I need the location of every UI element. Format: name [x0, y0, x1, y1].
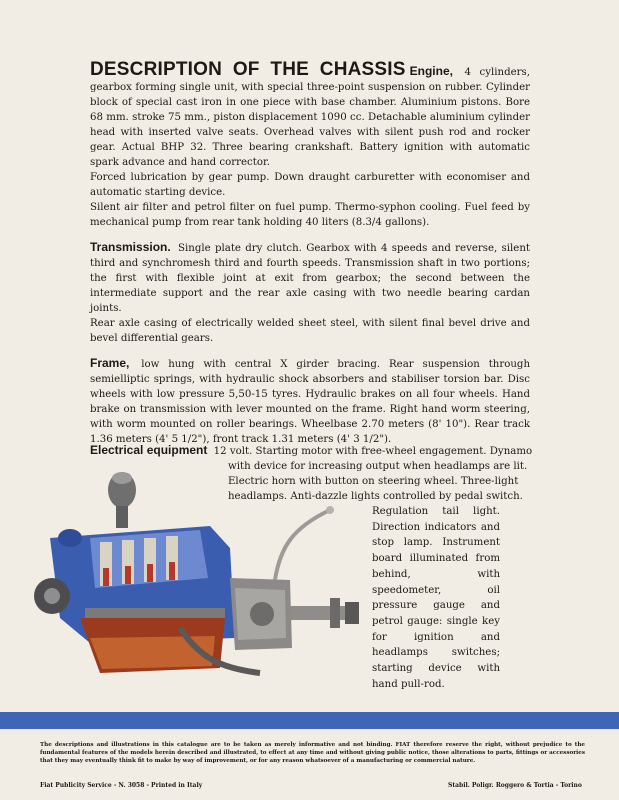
electrical-line-1: 12 volt. Starting motor with free-wheel engagement. Dynamo: [213, 446, 533, 457]
engine-lead: Engine,: [409, 64, 453, 78]
transmission-text-1: Single plate dry clutch. Gearbox with 4 speeds and reverse, silent third and synchromesh third and fourth speeds. Transmission shaft in two portions; the first with flexible joint at exit from gearbox; the second between the intermediate support and the rear axle casing with two needle bearing cardan joints.: [90, 243, 530, 314]
page-heading: DESCRIPTION OF THE CHASSIS: [90, 59, 406, 80]
engine-text-2: Forced lubrication by gear pump. Down draught carburetter with economiser and automatic starting device.: [90, 172, 530, 198]
electrical-line-3: Electric horn with button on steering wheel. Three-light: [228, 476, 519, 487]
electrical-line-4: headlamps. Anti-dazzle lights controlled by pedal switch.: [228, 491, 523, 502]
blue-band: [0, 712, 619, 729]
frame-lead: Frame,: [90, 356, 130, 370]
engine-text-1: 4 cylinders, gearbox forming single unit, with special three-point suspension on rubber. Cylinder block of special cast iron in one piece with base chamber. Aluminium pistons. Bore 68 mm. stroke 75 mm., piston displacement 1090 cc. Detachable aluminium cylinder head with inserted valve seats. Overhead valves with silent push rod and rocker gear. Actual BHP 32. Three bearing crankshaft. Battery ignition with automatic spark advance and hand corrector.: [90, 67, 530, 168]
engine-section: [90, 59, 530, 170]
frame-section: [90, 356, 530, 447]
transmission-text-2: Rear axle casing of electrically welded sheet steel, with silent final bevel drive and bevel differential gears.: [90, 318, 530, 344]
electrical-lead: Electrical equipment: [90, 443, 208, 457]
engine-text-3: Silent air filter and petrol filter on fuel pump. Thermo-syphon cooling. Fuel feed by mechanical pump from rear tank holding 40 liters (8.3/4 gallons).: [90, 202, 530, 228]
transmission-section: [90, 240, 530, 316]
disclaimer-note: The descriptions and illustrations in this catalogue are to be taken as merely informative and not binding. FIAT therefore reserve the right, without prejudice to the fundamental features of the models herein described and illustrated, to effect at any time and without giving public notice, those alterations to parts, fittings or accessories that they may eventually think fit to make by way of improvement, or for any reason whatsoever of a manufacturing or commercial nature.: [40, 742, 585, 764]
electrical-text-rest: Regulation tail light. Direction indicators and stop lamp. Instrument board illuminated from behind, with speedometer, oil pressure gauge and petrol gauge: single key for ignition and headlamps switches; starting device with hand pull-rod.: [372, 506, 500, 690]
transmission-lead: Transmission.: [90, 240, 171, 254]
printer-credit: Stabil. Poligr. Roggero & Tortia - Torino: [448, 782, 582, 789]
publisher-credit: Fiat Publicity Service - N. 3058 - Printed in Italy: [40, 782, 203, 789]
engine-cutaway-illustration: [30, 468, 365, 713]
description-text: [90, 59, 531, 447]
frame-text: low hung with central X girder bracing. Rear suspension through semielliptic springs, with hydraulic shock absorbers and stabiliser torsion bar. Disc wheels with low pressure 5,50-15 tyres. Hydraulic brakes on all four wheels. Hand brake on transmission with lever mounted on the frame. Right hand worm steering, with worm mounted on roller bearings. Wheelbase 2.70 meters (8' 10"). Rear track 1.36 meters (4' 5 1/2"), front track 1.31 meters (4' 3 1/2").: [90, 359, 531, 445]
electrical-line-2: with device for increasing output when headlamps are lit.: [228, 461, 528, 472]
